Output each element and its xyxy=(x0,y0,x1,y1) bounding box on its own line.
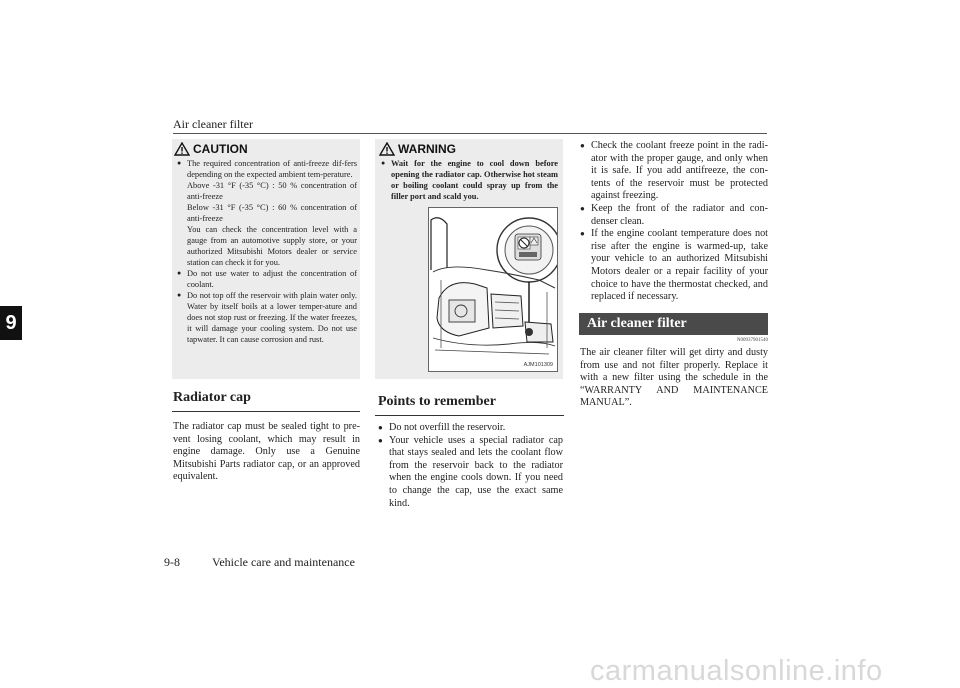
warning-header xyxy=(375,139,563,158)
caution-item xyxy=(177,290,357,345)
coolant-tips-list xyxy=(580,140,768,304)
page-header-title: Air cleaner filter xyxy=(173,117,253,131)
no-open-hot-radiator-icon xyxy=(515,234,541,260)
watermark: carmanualsonline.info xyxy=(590,655,883,687)
warning-box xyxy=(375,139,563,379)
section-code: N00937901540 xyxy=(736,338,768,343)
air-cleaner-heading: Air cleaner filter xyxy=(587,316,687,331)
warning-triangle-icon xyxy=(174,142,190,156)
caution-line: Above -31 °F (-35 °C) : 50 % concentration of anti-freeze xyxy=(187,181,357,201)
caution-items xyxy=(172,158,360,345)
warning-text: ● Wait for the engine to cool down before opening the radiator cap. Otherwise hot steam or boiling coolant could spray up from the filler port and scald you. xyxy=(381,158,558,202)
radiator-cap-rule xyxy=(172,411,360,412)
list-item: ● If the engine coolant temperature does not rise after the engine is warmed-up, take your vehicle to an authorized Mitsubishi Motors dealer or a repair facility of your choice to have the thermostat checked, and replaced if necessary. xyxy=(580,228,768,304)
caution-item xyxy=(177,268,357,290)
points-to-remember-heading: Points to remember xyxy=(378,394,496,409)
image-code: AJM101309 xyxy=(523,362,553,368)
air-cleaner-body: The air cleaner filter will get dirty and dusty from use and not filter properly. Replace it with a new filter using the schedule in the “WARRANTY AND MAINTENANCE MANUAL”. xyxy=(580,347,768,409)
caution-line: ● Do not top off the reservoir with plain water only. Water by itself boils at a lower temper-ature and does not stop rust or freezing. If the water freezes, it will damage your cooling system. Do not use tapwater. It can cause corrosion and rust. xyxy=(187,291,357,344)
caution-label: CAUTION xyxy=(193,141,248,156)
caution-line: ● The required concentration of anti-freeze dif-fers depending on the expected ambient tem-perature. xyxy=(187,159,357,179)
caution-item xyxy=(177,158,357,268)
chapter-tab: 9 xyxy=(0,306,22,340)
radiator-cap-heading: Radiator cap xyxy=(173,390,251,405)
radiator-cap-body: The radiator cap must be sealed tight to pre-vent losing coolant, which may result in engine damage. Only use a Genuine Mitsubishi Parts radiator cap, or an approved equivalent. xyxy=(173,421,360,483)
warning-label: WARNING xyxy=(398,141,456,156)
caution-line: Below -31 °F (-35 °C) : 60 % concentration of anti-freeze xyxy=(187,203,357,223)
list-item: ● Check the coolant freeze point in the radi-ator with the proper gauge, and only when it is safe. If you add antifreeze, the con-tents of the reservoir must be protected against freezing. xyxy=(580,140,768,203)
header-rule xyxy=(173,133,767,134)
points-to-remember-list xyxy=(378,422,563,510)
page-number: 9-8 xyxy=(164,555,180,569)
points-to-remember-rule xyxy=(375,415,564,416)
engine-illustration xyxy=(428,207,558,372)
caution-box xyxy=(172,139,360,379)
list-item: ● Your vehicle uses a special radiator cap that stays sealed and lets the coolant flow from the reservoir back to the radiator when the engine cools down. If you need to change the cap, use the exact same kind. xyxy=(378,435,563,511)
caution-line: ● Do not use water to adjust the concentration of coolant. xyxy=(187,269,357,289)
air-cleaner-banner xyxy=(579,313,768,335)
warning-triangle-icon xyxy=(379,142,395,156)
engine-bay-drawing xyxy=(429,208,557,371)
list-item: ● Keep the front of the radiator and con-denser clean. xyxy=(580,203,768,228)
caution-line: You can check the concentration level with a gauge from an automotive supply store, or your authorized Mitsubishi Motors dealer or service station can check it for you. xyxy=(187,225,357,267)
list-item: ● Do not overfill the reservoir. xyxy=(378,422,563,435)
footer-section-title: Vehicle care and maintenance xyxy=(212,555,355,569)
caution-header xyxy=(172,139,360,158)
